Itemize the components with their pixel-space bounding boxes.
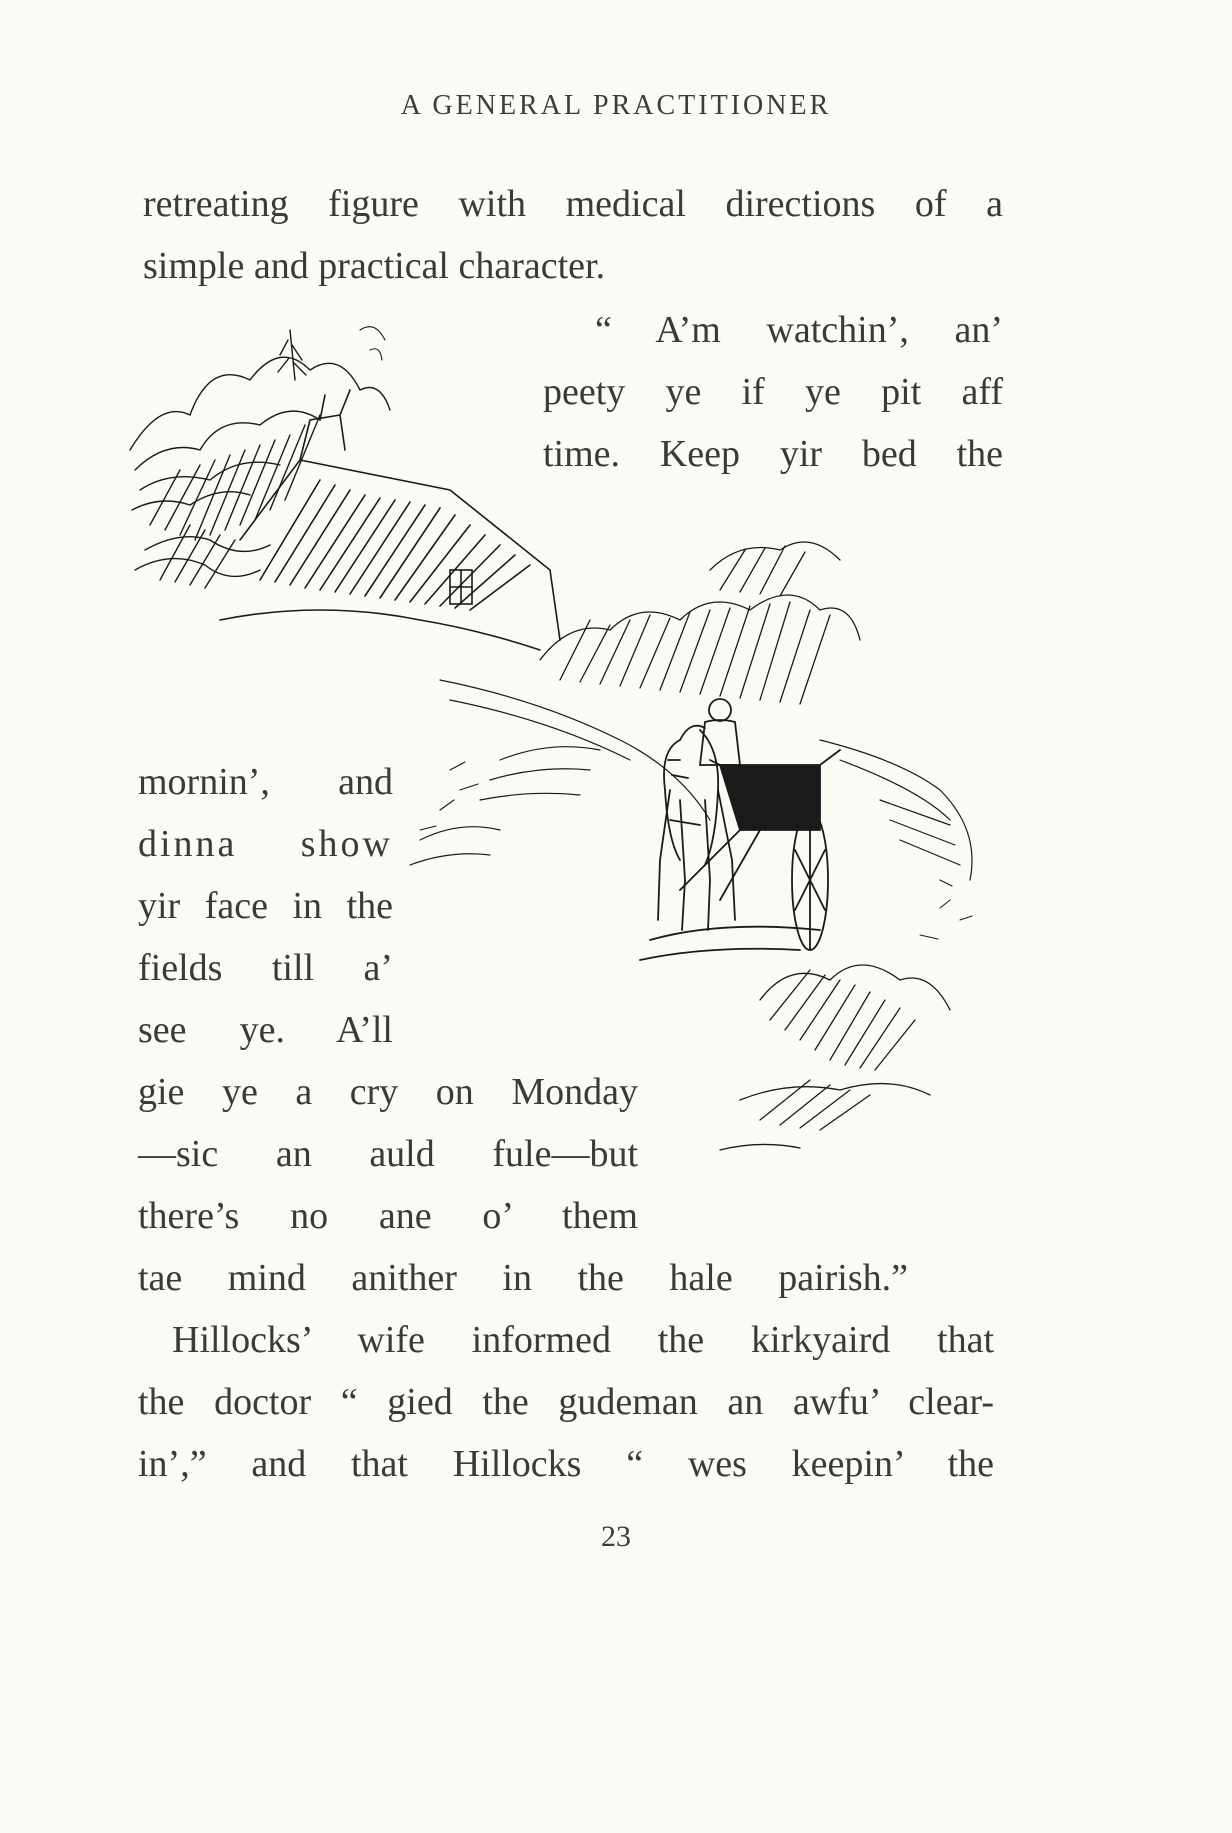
page-number: 23 xyxy=(601,1520,631,1553)
foliage-marks xyxy=(360,327,972,939)
text-line-13: there’s no ane o’ them xyxy=(138,1195,638,1237)
text-line-7: dinna show xyxy=(138,823,393,865)
horse-and-gig-sketch xyxy=(640,699,840,960)
text-line-5: time. Keep yir bed the xyxy=(543,433,1003,475)
bushes-sketch xyxy=(720,965,950,1150)
text-line-12: —sic an auld fule—but xyxy=(138,1133,638,1175)
text-line-2: simple and practical character. xyxy=(143,245,606,287)
cottage-sketch xyxy=(220,390,560,650)
text-line-11: gie ye a cry on Monday xyxy=(138,1071,638,1113)
running-head: A GENERAL PRACTITIONER xyxy=(400,90,832,121)
distant-trees-sketch xyxy=(540,542,860,704)
text-line-17: in’,” and that Hillocks “ wes keepin’ the xyxy=(138,1443,994,1485)
text-line-10: see ye. A’ll xyxy=(138,1009,393,1051)
text-line-14: tae mind anither in the hale pairish.” xyxy=(138,1257,908,1299)
text-line-4: peety ye if ye pit aff xyxy=(543,371,1003,413)
text-line-6: mornin’, and xyxy=(138,761,393,803)
trees-sketch xyxy=(130,330,390,588)
text-line-1: retreating figure with medical directions of a xyxy=(143,183,1003,225)
text-line-15: Hillocks’ wife informed the kirkyaird that xyxy=(172,1319,994,1361)
road-sketch xyxy=(410,680,972,880)
text-line-3: “ A’m watchin’, an’ xyxy=(595,309,1003,351)
text-line-8: yir face in the xyxy=(138,885,393,927)
text-line-16: the doctor “ gied the gudeman an awfu’ clear- xyxy=(138,1381,994,1423)
horse-and-gig-illustration xyxy=(120,320,1020,1270)
text-line-9: fields till a’ xyxy=(138,947,393,989)
